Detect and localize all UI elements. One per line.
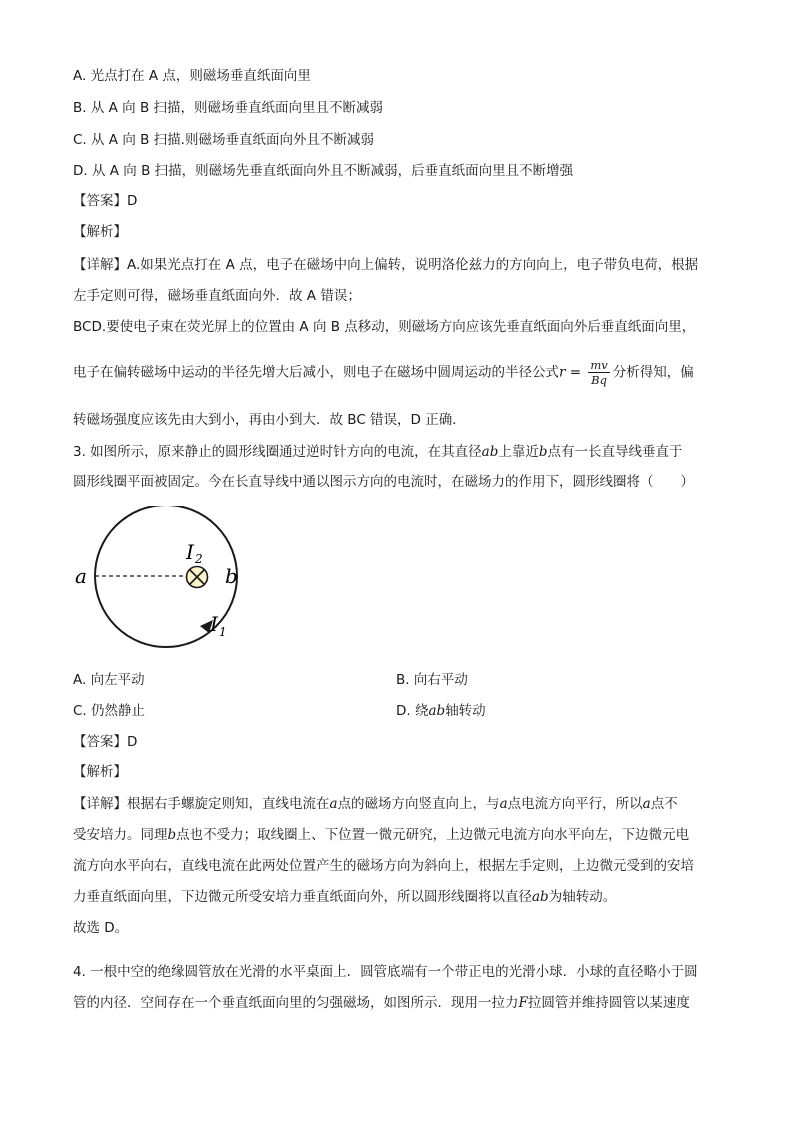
- answer-value: D: [127, 193, 138, 209]
- q3-detail-line-2: [73, 825, 689, 845]
- stem-text: 管的内径．空间存在一个垂直纸面向里的匀强磁场，如图所示．现用一拉力: [73, 995, 519, 1011]
- detail-text: 分析得知，偏: [612, 364, 694, 381]
- label-i1: I: [210, 612, 218, 636]
- label-b: b: [225, 564, 238, 588]
- formula-fraction: [588, 358, 609, 387]
- label-i1-sub: 1: [219, 625, 227, 639]
- q3-analysis-label: 【解析】: [73, 764, 127, 780]
- q2-detail-line-2: 左手定则可得，磁场垂直纸面向外．故 A 错误；: [73, 288, 361, 304]
- q3-option-a: A. 向左平动: [73, 672, 145, 688]
- detail-text: 点也不受力；取线圈上、下位置一微元研究，上边微元电流方向水平向左，下边微元电: [176, 827, 690, 843]
- q3-option-d: [396, 701, 486, 721]
- detail-text: 点的磁场方向竖直向上，与: [337, 796, 500, 812]
- answer-label: 【答案】: [73, 193, 127, 209]
- label-i2: I: [186, 540, 194, 564]
- q3-answer: [73, 732, 137, 752]
- q2-option-d: D. 从 A 向 B 扫描，则磁场先垂直纸面向外且不断减弱，后垂直纸面向里且不断增强: [73, 163, 574, 179]
- detail-text: 力垂直纸面向里，下边微元所受安培力垂直纸面向外，所以圆形线圈将以直径: [73, 889, 532, 905]
- detail-text: A.如果光点打在 A 点，电子在磁场中向上偏转，说明洛伦兹力的方向向上，电子带负电荷，根据: [127, 257, 699, 273]
- detail-label: 【详解】: [73, 796, 127, 812]
- q2-detail-line-5: 转磁场强度应该先由大到小，再由小到大．故 BC 错误，D 正确．: [73, 412, 466, 428]
- q3-coil-figure: [70, 506, 250, 656]
- stem-text: 3. 如图所示，原来静止的圆形线圈通过逆时针方向的电流，在其直径: [73, 444, 482, 460]
- stem-text: 拉圆管并维持圆管以某速度: [527, 995, 690, 1011]
- formula-denominator: Bq: [591, 373, 607, 387]
- q3-option-b: B. 向右平动: [396, 672, 468, 688]
- detail-text: 点电流方向平行，所以: [507, 796, 643, 812]
- q2-option-c: C. 从 A 向 B 扫描.则磁场垂直纸面向外且不断减弱: [73, 132, 374, 148]
- q2-option-b: B. 从 A 向 B 扫描，则磁场垂直纸面向里且不断减弱: [73, 100, 384, 116]
- answer-label: 【答案】: [73, 734, 127, 750]
- formula-numerator: mv: [590, 358, 608, 372]
- q2-option-a: A. 光点打在 A 点，则磁场垂直纸面向里: [73, 68, 311, 84]
- q3-stem-line-2: 圆形线圈平面被固定。今在长直导线中通以图示方向的电流时，在磁场力的作用下，圆形线圈将（ ）: [73, 474, 694, 490]
- label-a: a: [75, 564, 87, 588]
- q4-stem-line-1: 4. 一根中空的绝缘圆管放在光滑的水平桌面上．圆管底端有一个带正电的光滑小球．小球的直径略小于圆: [73, 964, 698, 980]
- q2-detail-line-3: BCD.要使电子束在荧光屏上的位置由 A 向 B 点移动，则磁场方向应该先垂直纸面向外后垂直纸面向里，: [73, 319, 696, 335]
- var-a: a: [642, 796, 651, 812]
- q3-option-c: C. 仍然静止: [73, 703, 146, 719]
- option-text: 轴转动: [445, 703, 486, 719]
- detail-text: 电子在偏转磁场中运动的半径先增大后减小，则电子在磁场中圆周运动的半径公式: [73, 364, 559, 381]
- q2-analysis-label: 【解析】: [73, 224, 127, 240]
- var-a: a: [499, 796, 508, 812]
- detail-label: 【详解】: [73, 257, 127, 273]
- var-a: a: [329, 796, 338, 812]
- detail-text: 点不: [650, 796, 678, 812]
- stem-text: 点有一长直导线垂直于: [547, 444, 683, 460]
- q3-conclusion: 故选 D。: [73, 920, 129, 936]
- q2-detail-line-1: [73, 255, 698, 275]
- q4-stem-line-2: [73, 993, 690, 1013]
- stem-text: 上靠近: [498, 444, 539, 460]
- var-ab: ab: [481, 444, 499, 460]
- option-text: D. 绕: [396, 703, 429, 719]
- var-ab: ab: [428, 703, 446, 719]
- var-f: F: [518, 995, 528, 1011]
- label-i2-sub: 2: [195, 552, 203, 566]
- var-ab: ab: [532, 889, 549, 905]
- formula-var: r: [559, 364, 566, 381]
- q3-detail-line-4: [73, 887, 616, 907]
- var-b: b: [167, 827, 177, 843]
- formula-eq: =: [565, 364, 586, 381]
- answer-value: D: [127, 734, 138, 750]
- detail-text: 根据右手螺旋定则知，直线电流在: [127, 796, 330, 812]
- detail-text: 为轴转动。: [548, 889, 617, 905]
- q3-detail-line-3: 流方向水平向右，直线电流在此两处位置产生的磁场方向为斜向上，根据左手定则，上边微元受到的安培: [73, 858, 694, 874]
- q3-detail-line-1: [73, 794, 678, 814]
- detail-text: 受安培力。同理: [73, 827, 168, 843]
- q2-answer: [73, 191, 137, 211]
- q2-detail-line-4: [73, 358, 694, 387]
- var-b: b: [538, 444, 548, 460]
- q3-stem-line-1: [73, 442, 683, 462]
